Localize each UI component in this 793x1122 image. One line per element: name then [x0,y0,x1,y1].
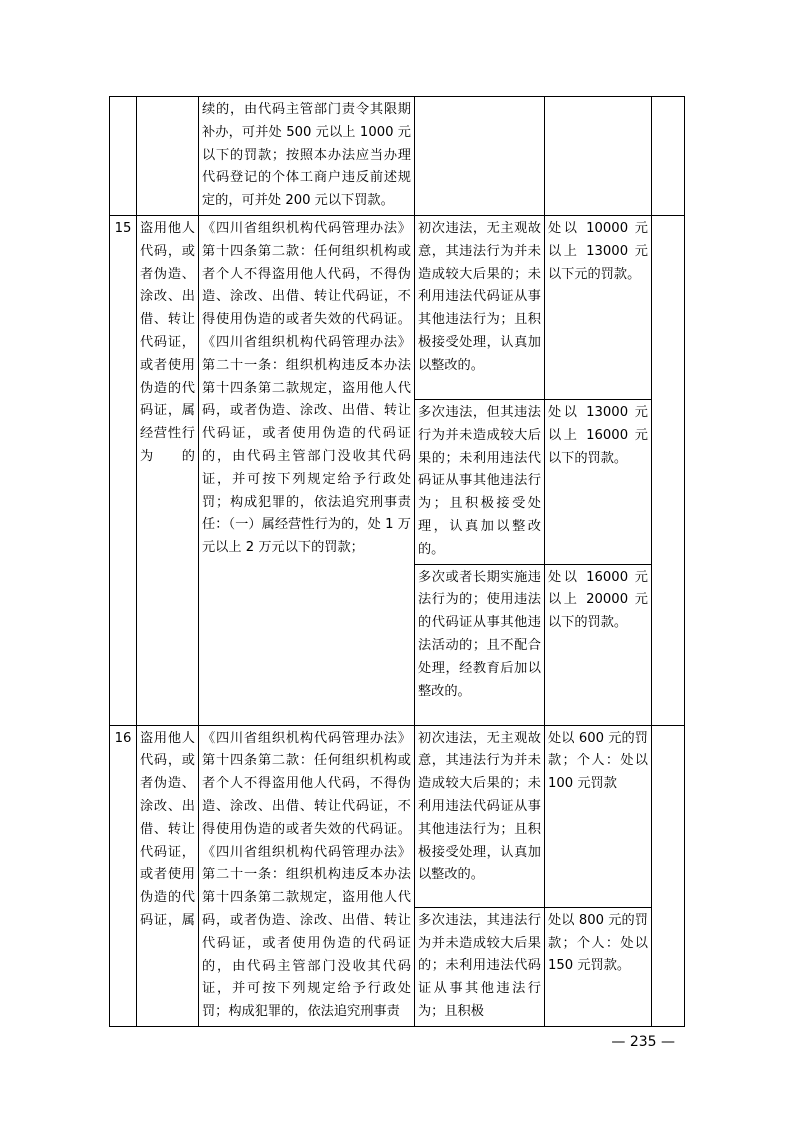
row-16-number: 16 [110,725,137,1026]
row-15-number: 15 [110,215,137,725]
table-row-16-tier-1 [110,725,685,907]
continuation-condition-cell [415,97,545,216]
row-15-legal-basis: 《四川省组织机构代码管理办法》第十四条第二款：任何组织机构或者个人不得盗用他人代码，不得伪造、涂改、出借、转让代码证，不得使用伪造的或者失效的代码证。《四川省组织机构代码管理办法》第二十一条：组织机构违反本办法第十四条第二款规定，盗用他人代码，或者伪造、涂改、出借、转让代码证，或者使用伪造的代码证的，由代码主管部门没收其代码证，并可按下列规定给予行政处罚；构成犯罪的，依法追究刑事责任：（一）属经营性行为的，处 1 万元以上 2 万元以下的罚款； [199,215,415,725]
row-15-tier-2-condition: 多次违法，但其违法行为并未造成较大后果的；未利用违法代码证从事其他违法行为；且积极接受处理，认真加以整改的。 [415,399,545,564]
row-15-tier-3-penalty: 处以 16000 元以上 20000 元以下的罚款。 [545,564,652,725]
continuation-no-cell [110,97,137,216]
continuation-basis-cell: 续的，由代码主管部门责令其限期补办，可并处 500 元以上 1000 元以下的罚款；按照本办法应当办理代码登记的个体工商户违反前述规定的，可并处 200 元以下罚款。 [199,97,415,216]
row-15-violation-act: 盗用他人代码，或者伪造、涂改、出借、转让代码证，或者使用伪造的代码证，属经营性行为的 [137,215,199,725]
table-row-15-tier-1 [110,215,685,399]
row-16-tier-2-penalty: 处以 800 元的罚款；个人：处以 150 元罚款。 [545,907,652,1026]
continuation-penalty-cell [545,97,652,216]
row-16-tier-1-condition: 初次违法，无主观故意，其违法行为并未造成较大后果的；未利用违法代码证从事其他违法行为；且积极接受处理，认真加以整改的。 [415,725,545,907]
row-16-tier-2-condition: 多次违法，其违法行为并未造成较大后果的；未利用违法代码证从事其他违法行为；且积极 [415,907,545,1026]
row-15-tier-3-condition: 多次或者长期实施违法行为的；使用违法的代码证从事其他违法活动的；且不配合处理，经教育后加以整改的。 [415,564,545,725]
row-15-tier-2-penalty: 处以 13000 元以上 16000 元以下的罚款。 [545,399,652,564]
continuation-act-cell [137,97,199,216]
row-15-note [652,215,685,725]
page-number: — 235 — [611,1034,675,1050]
penalty-standard-table [109,96,685,1027]
row-15-tier-1-condition: 初次违法，无主观故意，其违法行为并未造成较大后果的；未利用违法代码证从事其他违法行为；且积极接受处理，认真加以整改的。 [415,215,545,399]
row-16-legal-basis: 《四川省组织机构代码管理办法》第十四条第二款：任何组织机构或者个人不得盗用他人代码，不得伪造、涂改、出借、转让代码证，不得使用伪造的或者失效的代码证。《四川省组织机构代码管理办法》第二十一条：组织机构违反本办法第十四条第二款规定，盗用他人代码，或者伪造、涂改、出借、转让代码证，或者使用伪造的代码证的，由代码主管部门没收其代码证，并可按下列规定给予行政处罚；构成犯罪的，依法追究刑事责 [199,725,415,1026]
row-16-note [652,725,685,1026]
row-15-tier-1-penalty: 处以 10000 元以上 13000 元以下元的罚款。 [545,215,652,399]
table-row-continuation [110,97,685,216]
row-16-tier-1-penalty: 处以 600 元的罚款；个人：处以 100 元罚款 [545,725,652,907]
continuation-note-cell [652,97,685,216]
row-16-violation-act: 盗用他人代码，或者伪造、涂改、出借、转让代码证，或者使用伪造的代码证，属 [137,725,199,1026]
